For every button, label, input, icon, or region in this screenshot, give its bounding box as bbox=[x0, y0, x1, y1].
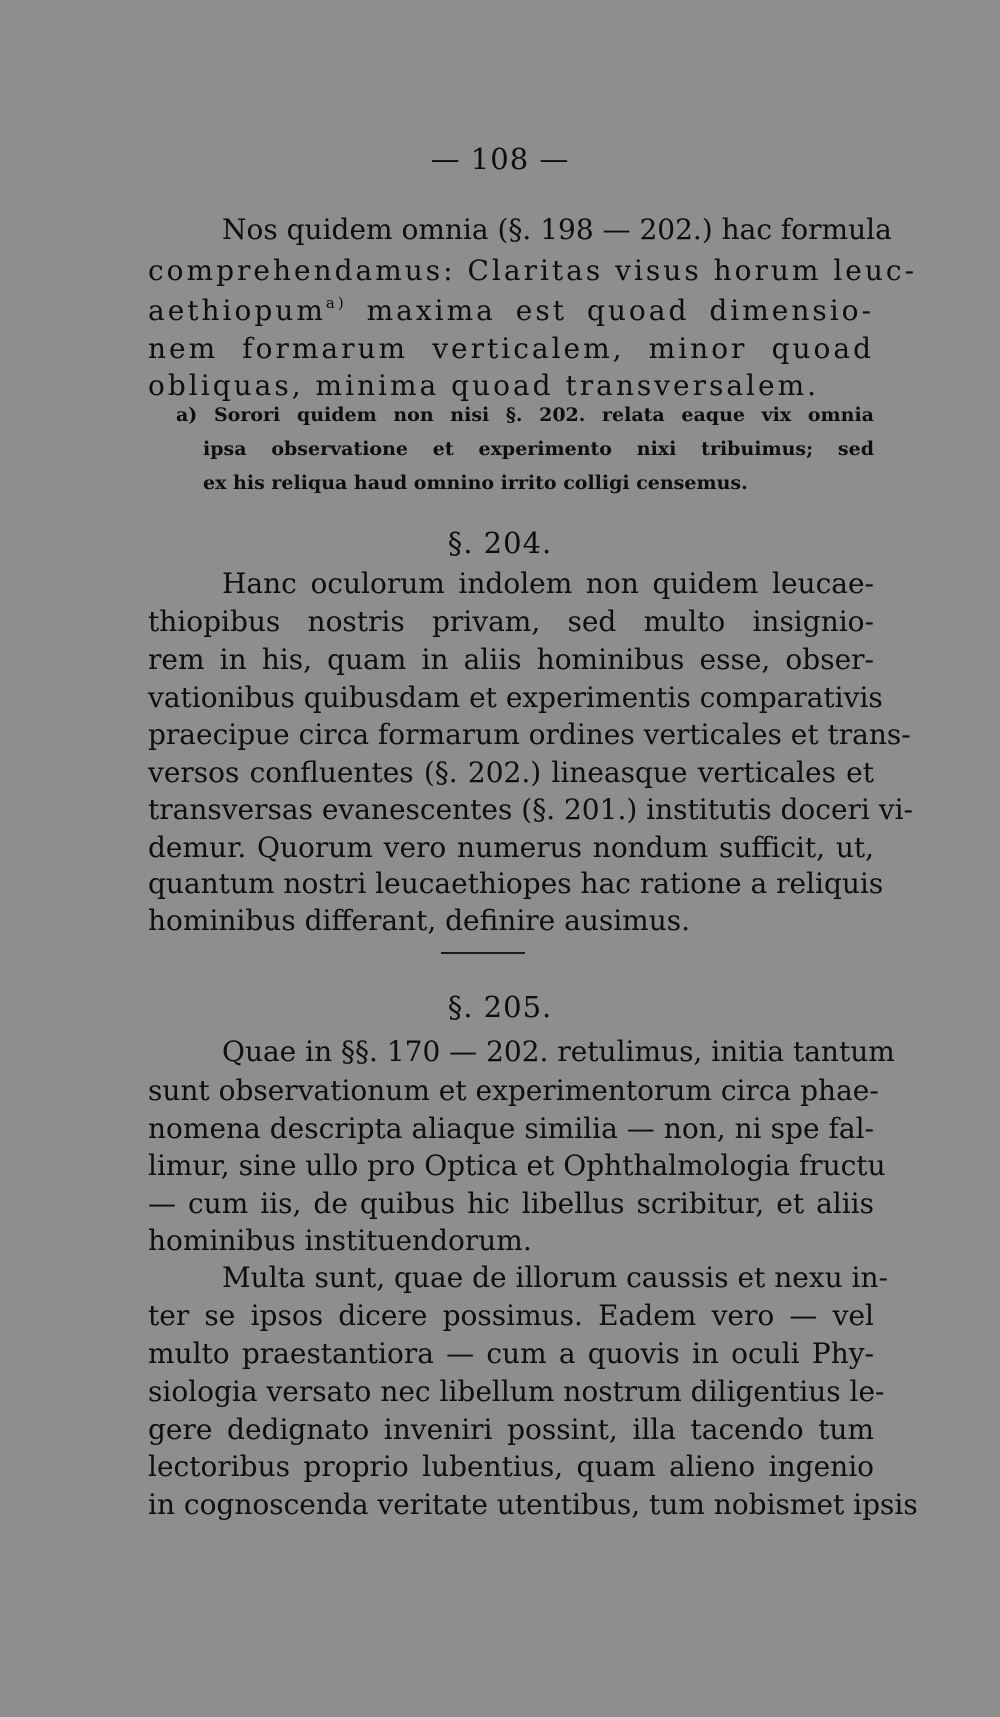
footnote-reference: a) bbox=[325, 294, 347, 312]
text-line: vationibus quibusdam et experimentis comparativis bbox=[148, 681, 883, 714]
text-line: obliquas, minima quoad transversalem. bbox=[148, 369, 820, 402]
running-head-page-number: — 108 — bbox=[430, 142, 570, 176]
text-line: hominibus instituendorum. bbox=[148, 1224, 532, 1257]
section-divider-rule bbox=[441, 952, 525, 954]
text-line: nomena descripta aliaque similia — non, ni spe fal- bbox=[148, 1112, 874, 1145]
text-fragment: maxima est quoad dimensio- bbox=[366, 294, 874, 327]
footnote-line: ipsa observatione et experimento nixi tribuimus; sed bbox=[203, 438, 874, 460]
text-line: hominibus differant, definire ausimus. bbox=[148, 904, 691, 937]
text-line: praecipue circa formarum ordines verticales et trans- bbox=[148, 718, 911, 751]
text-line: quantum nostri leucaethiopes hac ratione a reliquis bbox=[148, 867, 884, 900]
text-line: transversas evanescentes (§. 201.) institutis doceri vi- bbox=[148, 793, 913, 826]
text-line: multo praestantiora — cum a quovis in oculi Phy- bbox=[148, 1337, 874, 1370]
text-line: lectoribus proprio lubentius, quam alieno ingenio bbox=[148, 1450, 874, 1483]
section-heading-205: §. 205. bbox=[447, 990, 553, 1024]
text-line: Hanc oculorum indolem non quidem leucae- bbox=[222, 567, 874, 600]
text-line: comprehendamus: Claritas visus horum leuc- bbox=[148, 254, 918, 287]
text-line: siologia versato nec libellum nostrum diligentius le- bbox=[148, 1375, 885, 1408]
text-line: limur, sine ullo pro Optica et Ophthalmologia fructu bbox=[148, 1149, 886, 1182]
text-line: Quae in §§. 170 — 202. retulimus, initia tantum bbox=[222, 1035, 895, 1068]
footnote-line: ex his reliqua haud omnino irrito colligi censemus. bbox=[203, 472, 748, 494]
text-line: Multa sunt, quae de illorum caussis et nexu in- bbox=[222, 1261, 888, 1294]
text-line: — cum iis, de quibus hic libellus scribitur, et aliis bbox=[148, 1187, 874, 1220]
text-line: gere dedignato inveniri possint, illa tacendo tum bbox=[148, 1413, 874, 1446]
text-line: versos confluentes (§. 202.) lineasque verticales et bbox=[148, 756, 874, 789]
text-fragment: aethiopum bbox=[148, 294, 326, 327]
text-line: thiopibus nostris privam, sed multo insignio- bbox=[148, 605, 874, 638]
text-line: demur. Quorum vero numerus nondum sufficit, ut, bbox=[148, 831, 874, 864]
text-line: sunt observationum et experimentorum circa phae- bbox=[148, 1074, 879, 1107]
text-line: nem formarum verticalem, minor quoad bbox=[148, 332, 874, 365]
section-heading-204: §. 204. bbox=[447, 526, 553, 560]
text-line: rem in his, quam in aliis hominibus esse, obser- bbox=[148, 643, 874, 676]
footnote-line: a) Sorori quidem non nisi §. 202. relata eaque vix omnia bbox=[176, 404, 874, 426]
text-line-with-footnote bbox=[148, 293, 874, 329]
text-line: ter se ipsos dicere possimus. Eadem vero — vel bbox=[148, 1299, 874, 1332]
text-line: in cognoscenda veritate utentibus, tum nobismet ipsis bbox=[148, 1488, 918, 1521]
text-line: Nos quidem omnia (§. 198 — 202.) hac formula bbox=[222, 213, 892, 246]
